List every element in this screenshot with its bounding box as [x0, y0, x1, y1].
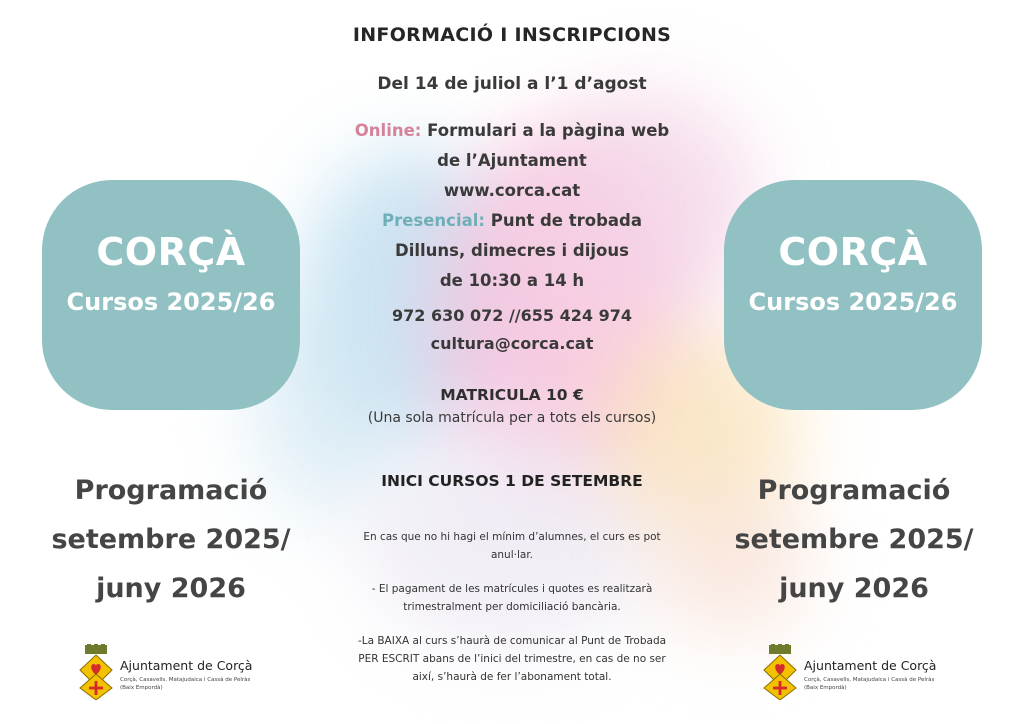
- logo-region: (Baix Empordà): [120, 685, 163, 691]
- town-hall-logo-right: [762, 644, 962, 704]
- programme-right: [723, 466, 985, 613]
- coat-of-arms-icon: [762, 644, 798, 700]
- online-line: [312, 116, 712, 146]
- programme-left: [40, 466, 302, 613]
- logo-title: Ajuntament de Corçà: [120, 658, 253, 673]
- programme-line: Programació: [74, 475, 268, 506]
- office-days: Dilluns, dimecres i dijous: [395, 241, 629, 260]
- note-item: -La BAIXA al curs s’haurà de comunicar al Punt de Trobada PER ESCRIT abans de l’inici del trimestre, en cas de no ser així, s’haurà de fer l’abonament total.: [357, 635, 667, 683]
- presencial-text: Punt de trobada: [490, 211, 642, 230]
- programme-line: setembre 2025/: [51, 524, 291, 555]
- badge-name: CORÇÀ: [96, 230, 246, 274]
- badge-subtitle: Cursos 2025/26: [748, 288, 958, 316]
- course-badge-left: [42, 180, 300, 410]
- town-hall-logo-left: [78, 644, 278, 704]
- page-title: INFORMACIÓ I INSCRIPCIONS: [352, 24, 672, 46]
- notes-block: [352, 528, 672, 702]
- coat-of-arms-icon: [78, 644, 114, 700]
- logo-title: Ajuntament de Corçà: [804, 658, 937, 673]
- logo-villages: Corçà, Casavells, Matajudaica i Cassà de Pelràs: [120, 677, 251, 683]
- office-hours: de 10:30 a 14 h: [439, 271, 585, 290]
- logo-subtitle: [120, 676, 250, 692]
- online-line-2: de l’Ajuntament: [437, 151, 587, 170]
- programme-line: juny 2026: [779, 573, 929, 604]
- logo-region: (Baix Empordà): [804, 685, 847, 691]
- course-start: INICI CURSOS 1 DE SETEMBRE: [381, 472, 643, 490]
- fee-title: MATRICULA 10 €: [440, 386, 584, 404]
- online-text: Formulari a la pàgina web: [427, 121, 670, 140]
- logo-subtitle: [804, 676, 934, 692]
- fee-note: (Una sola matrícula per a tots els cursos): [367, 410, 657, 426]
- website-link[interactable]: www.corca.cat: [443, 181, 581, 200]
- online-label: Online:: [354, 121, 422, 140]
- badge-name: CORÇÀ: [778, 230, 928, 274]
- note-item: En cas que no hi hagi el mínim d’alumnes, el curs es pot anul·lar.: [363, 531, 661, 561]
- registration-dates: Del 14 de juliol a l’1 d’agost: [377, 74, 647, 94]
- registration-info: [312, 116, 712, 296]
- logo-villages: Corçà, Casavells, Matajudaica i Cassà de Pelràs: [804, 677, 935, 683]
- note-item: - El pagament de les matrícules i quotes es realitzarà trimestralment per domiciliació bancària.: [371, 583, 653, 613]
- contact-info: [312, 302, 712, 358]
- presencial-label: Presencial:: [382, 211, 486, 230]
- phone-numbers[interactable]: 972 630 072 //655 424 974: [392, 306, 632, 325]
- programme-line: juny 2026: [96, 573, 246, 604]
- programme-line: Programació: [757, 475, 951, 506]
- course-badge-right: [724, 180, 982, 410]
- badge-subtitle: Cursos 2025/26: [66, 288, 276, 316]
- presencial-line: [312, 206, 712, 236]
- programme-line: setembre 2025/: [734, 524, 974, 555]
- email-link[interactable]: cultura@corca.cat: [430, 334, 594, 353]
